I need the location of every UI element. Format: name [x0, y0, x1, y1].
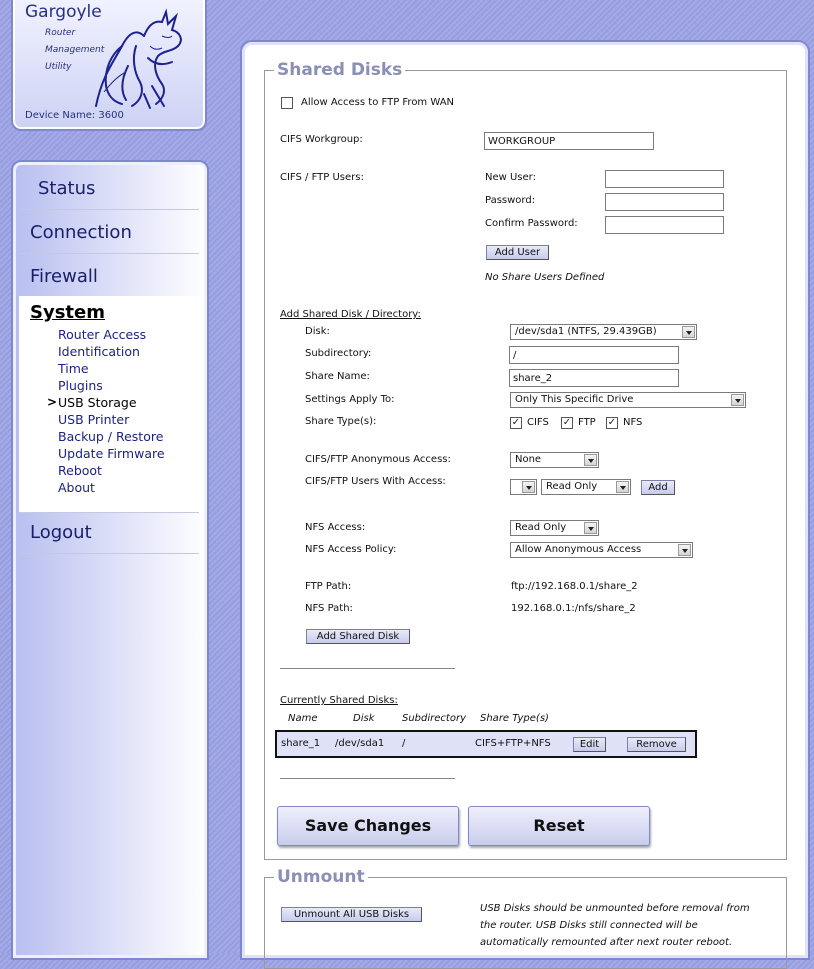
nfs-policy-select[interactable]: Allow Anonymous Access	[510, 542, 693, 558]
nav-router-access[interactable]: Router Access	[58, 327, 147, 342]
nav-usb-printer[interactable]: USB Printer	[58, 412, 130, 427]
chevron-down-icon	[616, 481, 629, 493]
nfs-label: NFS	[623, 417, 643, 428]
confirm-password-label: Confirm Password:	[485, 218, 578, 229]
nfs-checkbox[interactable]: ✓	[607, 417, 617, 428]
nav-about[interactable]: About	[58, 480, 95, 495]
workgroup-input[interactable]	[484, 132, 654, 150]
current-shares-heading: Currently Shared Disks:	[280, 695, 398, 706]
row-subdirectory: /	[402, 738, 406, 749]
column-header-share-types: Share Type(s)	[480, 713, 549, 724]
brand-title: Gargoyle	[25, 2, 102, 22]
anonymous-access-label: CIFS/FTP Anonymous Access:	[305, 454, 451, 465]
tagline-line-3: Utility	[45, 62, 72, 72]
share-name-label: Share Name:	[305, 371, 370, 382]
disk-select[interactable]: /dev/sda1 (NTFS, 29.439GB)	[510, 324, 697, 340]
ftp-label: FTP	[578, 417, 596, 428]
share-name-input[interactable]	[509, 369, 679, 387]
remove-share-button[interactable]: Remove	[627, 737, 686, 752]
nav-divider	[20, 512, 199, 513]
disk-label: Disk:	[305, 326, 330, 337]
nav-time[interactable]: Time	[58, 361, 89, 376]
nav-identification[interactable]: Identification	[58, 344, 140, 359]
no-users-text: No Share Users Defined	[485, 272, 605, 283]
ftp-path-value: ftp://192.168.0.1/share_2	[511, 581, 638, 592]
nfs-access-label: NFS Access:	[305, 522, 366, 533]
selected-marker-icon: >	[47, 395, 58, 409]
cifs-label: CIFS	[527, 417, 549, 428]
password-input[interactable]	[605, 193, 724, 211]
save-changes-button[interactable]: Save Changes	[277, 806, 459, 846]
nav-divider	[20, 253, 199, 254]
users-label: CIFS / FTP Users:	[280, 172, 364, 183]
section-divider	[280, 778, 455, 779]
nfs-path-value: 192.168.0.1:/nfs/share_2	[511, 603, 636, 614]
access-user-select[interactable]	[510, 479, 537, 495]
edit-share-button[interactable]: Edit	[573, 737, 606, 752]
nav-update-firmware[interactable]: Update Firmware	[58, 446, 165, 461]
nfs-access-select[interactable]: Read Only	[510, 520, 599, 536]
add-access-button[interactable]: Add	[641, 480, 675, 495]
password-label: Password:	[485, 195, 536, 206]
subdirectory-input[interactable]	[509, 346, 679, 364]
chevron-down-icon	[584, 522, 597, 534]
column-header-subdirectory: Subdirectory	[402, 713, 466, 724]
section-divider	[280, 668, 455, 669]
reset-button[interactable]: Reset	[468, 806, 650, 846]
shared-disks-legend: Shared Disks	[274, 60, 405, 80]
chevron-down-icon	[678, 544, 691, 556]
chevron-down-icon	[522, 481, 535, 493]
unmount-all-button[interactable]: Unmount All USB Disks	[281, 907, 422, 922]
apply-to-label: Settings Apply To:	[305, 394, 395, 405]
nav-system[interactable]: System	[30, 302, 105, 323]
ftp-wan-label: Allow Access to FTP From WAN	[301, 97, 455, 108]
chevron-down-icon	[731, 394, 744, 406]
column-header-name: Name	[288, 713, 318, 724]
tagline-line-1: Router	[45, 28, 76, 38]
nav-status[interactable]: Status	[38, 178, 96, 199]
share-types-label: Share Type(s):	[305, 416, 377, 427]
new-user-input[interactable]	[605, 170, 724, 188]
row-disk: /dev/sda1	[335, 738, 385, 749]
new-user-label: New User:	[485, 172, 536, 183]
nav-divider	[20, 209, 199, 210]
row-name: share_1	[281, 738, 321, 749]
nav-usb-storage[interactable]: USB Storage	[58, 395, 137, 410]
unmount-note-line-2: the router. USB Disks still connected will be	[480, 920, 698, 931]
users-with-access-label: CIFS/FTP Users With Access:	[305, 476, 446, 487]
anonymous-access-select[interactable]: None	[510, 452, 599, 468]
column-header-disk: Disk	[353, 713, 375, 724]
subdirectory-label: Subdirectory:	[305, 348, 372, 359]
nfs-policy-label: NFS Access Policy:	[305, 544, 397, 555]
ftp-checkbox[interactable]: ✓	[562, 417, 572, 428]
unmount-legend: Unmount	[274, 867, 368, 887]
add-shared-disk-button[interactable]: Add Shared Disk	[306, 629, 410, 644]
nav-reboot[interactable]: Reboot	[58, 463, 102, 478]
confirm-password-input[interactable]	[605, 216, 724, 234]
nav-logout[interactable]: Logout	[30, 522, 92, 543]
workgroup-label: CIFS Workgroup:	[280, 134, 363, 145]
nav-divider	[20, 553, 199, 554]
nav-connection[interactable]: Connection	[30, 222, 132, 243]
ftp-wan-checkbox[interactable]	[281, 97, 293, 109]
apply-to-select[interactable]: Only This Specific Drive	[510, 392, 746, 408]
row-share-types: CIFS+FTP+NFS	[475, 738, 551, 749]
device-name: Device Name: 3600	[25, 110, 124, 121]
unmount-note-line-1: USB Disks should be unmounted before removal from	[480, 903, 750, 914]
add-share-heading: Add Shared Disk / Directory:	[280, 309, 421, 320]
nav-backup-restore[interactable]: Backup / Restore	[58, 429, 164, 444]
add-user-button[interactable]: Add User	[486, 245, 549, 260]
gargoyle-logo-icon	[92, 6, 192, 110]
chevron-down-icon	[584, 454, 597, 466]
chevron-down-icon	[682, 326, 695, 338]
nfs-path-label: NFS Path:	[305, 603, 353, 614]
unmount-note-line-3: automatically remounted after next router reboot.	[480, 937, 733, 948]
nav-firewall[interactable]: Firewall	[30, 266, 98, 287]
nav-plugins[interactable]: Plugins	[58, 378, 103, 393]
tagline-line-2: Management	[45, 45, 105, 55]
cifs-checkbox[interactable]: ✓	[511, 417, 521, 428]
access-mode-select[interactable]: Read Only	[541, 479, 631, 495]
ftp-path-label: FTP Path:	[305, 581, 352, 592]
